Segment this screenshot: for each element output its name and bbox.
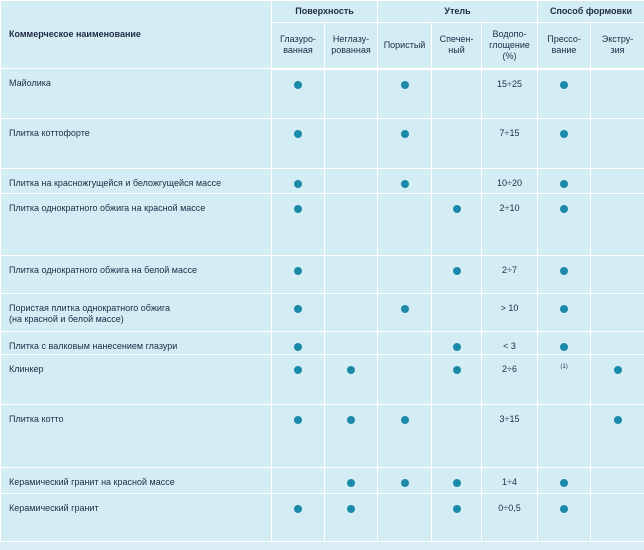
porous-dot-icon [401,416,409,424]
sintered-dot-icon [453,205,461,213]
header-pressing: Прессо- вание [538,23,591,69]
cell-unglazed [325,355,378,405]
sintered-dot-icon [453,479,461,487]
cell-porous [378,69,432,119]
cell-porous [378,355,432,405]
sintered-dot-icon [453,267,461,275]
glazed-dot-icon [294,180,302,188]
table-row [1,294,644,332]
cell-porous [378,256,432,294]
header-porous: Пористый [378,23,432,69]
header-surface: Поверхность [272,1,378,23]
table-row [1,332,644,355]
row-name: Пористая плитка однократного обжига (на красной и белой массе) [1,294,272,332]
cell-extrusion [591,194,644,256]
cell-unglazed [325,494,378,542]
header-body: Утель [378,1,538,23]
cell-glazed [272,355,325,405]
glazed-dot-icon [294,130,302,138]
cell-extrusion [591,332,644,355]
cell-sintered [432,494,482,542]
footnote-marker: (1) [560,364,568,370]
cell-water-absorption: 7÷15 [482,119,538,169]
glazed-dot-icon [294,267,302,275]
cell-water-absorption: 10÷20 [482,169,538,194]
porous-dot-icon [401,81,409,89]
cell-water-absorption: 2÷6 [482,355,538,405]
cell-unglazed [325,405,378,468]
cell-unglazed [325,468,378,494]
cell-water-absorption: 0÷0,5 [482,494,538,542]
cell-glazed [272,332,325,355]
cell-water-absorption: 15÷25 [482,69,538,119]
cell-pressing [538,355,591,405]
cell-pressing [538,119,591,169]
glazed-dot-icon [294,305,302,313]
cell-glazed [272,169,325,194]
cell-extrusion [591,494,644,542]
cell-sintered [432,294,482,332]
cell-unglazed [325,119,378,169]
pressing-dot-icon [560,479,568,487]
porous-dot-icon [401,130,409,138]
table-row [1,355,644,405]
cell-water-absorption: < 3 [482,332,538,355]
cell-sintered [432,468,482,494]
cell-pressing [538,294,591,332]
cell-sintered [432,405,482,468]
cell-pressing [538,194,591,256]
cell-porous [378,294,432,332]
pressing-dot-icon [560,505,568,513]
pressing-dot-icon [560,130,568,138]
pressing-dot-icon [560,267,568,275]
row-name: Плитка с валковым нанесением глазури [1,332,272,355]
unglazed-dot-icon [347,479,355,487]
header-sintered: Спечен- ный [432,23,482,69]
unglazed-dot-icon [347,366,355,374]
cell-extrusion [591,405,644,468]
cell-extrusion [591,69,644,119]
glazed-dot-icon [294,366,302,374]
row-name: Плитка однократного обжига на белой массе [1,256,272,294]
cell-water-absorption: 1÷4 [482,468,538,494]
cell-pressing [538,69,591,119]
unglazed-dot-icon [347,416,355,424]
glazed-dot-icon [294,505,302,513]
cell-water-absorption: 3÷15 [482,405,538,468]
cell-sintered [432,256,482,294]
cell-porous [378,119,432,169]
header-commercial-name: Коммерческое наименование [1,1,272,69]
table-row [1,119,644,169]
cell-extrusion [591,294,644,332]
sintered-dot-icon [453,343,461,351]
glazed-dot-icon [294,416,302,424]
cell-sintered [432,119,482,169]
table-row [1,169,644,194]
row-name: Плитка котто [1,405,272,468]
cell-glazed [272,256,325,294]
cell-extrusion [591,355,644,405]
cell-pressing [538,332,591,355]
row-name: Плитка на красножгущейся и беложгущейся массе [1,169,272,194]
cell-extrusion [591,468,644,494]
row-name: Керамический гранит [1,494,272,542]
cell-unglazed [325,169,378,194]
header-extrusion: Экстру- зия [591,23,644,69]
header-unglazed: Неглазу- рованная [325,23,378,69]
cell-unglazed [325,256,378,294]
row-name: Керамический гранит на красной массе [1,468,272,494]
cell-water-absorption: 2÷7 [482,256,538,294]
sintered-dot-icon [453,505,461,513]
cell-porous [378,194,432,256]
cell-porous [378,405,432,468]
pressing-dot-icon [560,180,568,188]
table-row [1,194,644,256]
header-forming: Способ формовки [538,1,644,23]
cell-pressing [538,256,591,294]
cell-glazed [272,194,325,256]
pressing-dot-icon [560,343,568,351]
pressing-dot-icon [560,305,568,313]
row-name: Плитка коттофорте [1,119,272,169]
pressing-dot-icon [560,81,568,89]
cell-porous [378,468,432,494]
porous-dot-icon [401,180,409,188]
table-row [1,494,644,542]
table-row [1,256,644,294]
cell-glazed [272,69,325,119]
cell-glazed [272,294,325,332]
glazed-dot-icon [294,81,302,89]
cell-porous [378,494,432,542]
cell-pressing [538,405,591,468]
cell-unglazed [325,332,378,355]
extrusion-dot-icon [614,366,622,374]
pressing-dot-icon [560,205,568,213]
cell-sintered [432,169,482,194]
cell-unglazed [325,294,378,332]
sintered-dot-icon [453,366,461,374]
cell-sintered [432,332,482,355]
cell-water-absorption: 2÷10 [482,194,538,256]
cell-extrusion [591,119,644,169]
cell-sintered [432,69,482,119]
cell-pressing [538,468,591,494]
cell-unglazed [325,69,378,119]
table-row [1,69,644,119]
cell-pressing [538,169,591,194]
header-glazed: Глазуро- ванная [272,23,325,69]
table-row [1,405,644,468]
porous-dot-icon [401,479,409,487]
cell-glazed [272,494,325,542]
cell-glazed [272,119,325,169]
unglazed-dot-icon [347,505,355,513]
cell-glazed [272,405,325,468]
table-row [1,468,644,494]
table-body [1,69,644,542]
cell-pressing [538,494,591,542]
glazed-dot-icon [294,343,302,351]
cell-unglazed [325,194,378,256]
cell-sintered [432,194,482,256]
row-name: Плитка однократного обжига на красной массе [1,194,272,256]
cell-extrusion [591,256,644,294]
cell-extrusion [591,169,644,194]
cell-glazed [272,468,325,494]
glazed-dot-icon [294,205,302,213]
extrusion-dot-icon [614,416,622,424]
row-name: Майолика [1,69,272,119]
cell-porous [378,169,432,194]
cell-sintered [432,355,482,405]
cell-porous [378,332,432,355]
row-name: Клинкер [1,355,272,405]
header-water-absorption: Водопо- глощение (%) [482,23,538,69]
cell-water-absorption: > 10 [482,294,538,332]
porous-dot-icon [401,305,409,313]
